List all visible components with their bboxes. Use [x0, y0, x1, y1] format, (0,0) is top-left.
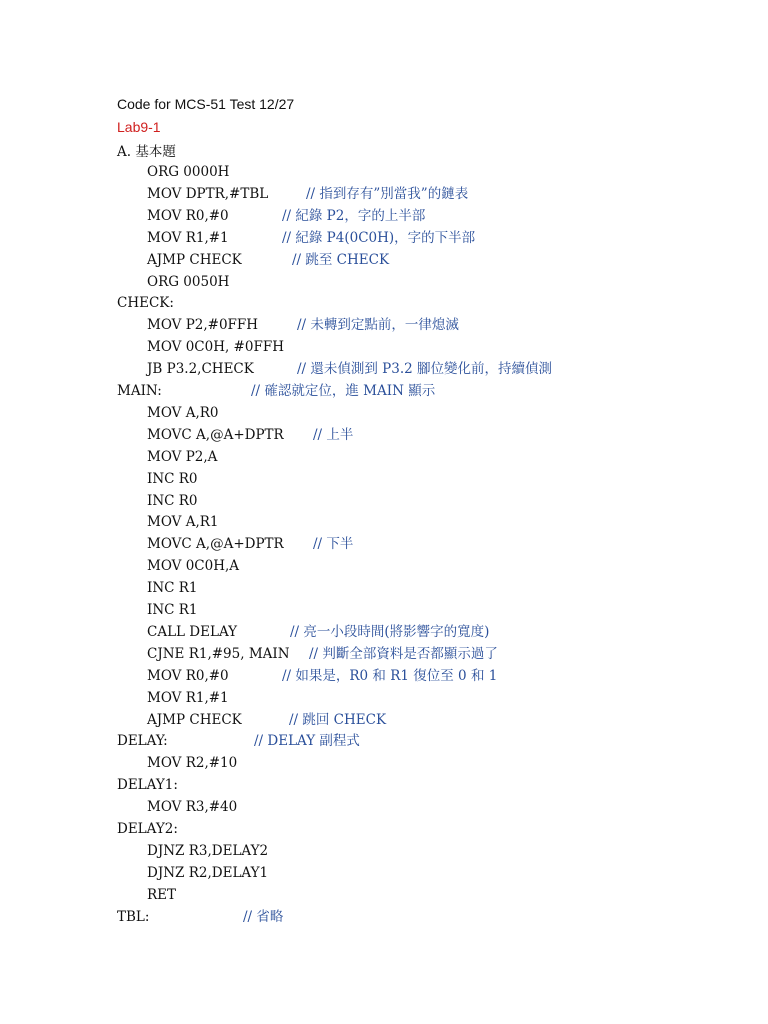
code-line — [0, 709, 768, 731]
code-instruction: DJNZ R2,DELAY1 — [147, 864, 269, 881]
code-line — [0, 490, 768, 512]
code-instruction: ORG 0050H — [147, 273, 230, 290]
code-instruction: INC R1 — [147, 580, 198, 597]
code-line — [0, 271, 768, 293]
code-line — [0, 730, 768, 752]
code-line — [0, 205, 768, 227]
code-instruction: CJNE R1,#95, MAIN — [147, 645, 290, 662]
code-line — [0, 314, 768, 336]
code-instruction: RET — [147, 886, 177, 903]
code-line — [0, 336, 768, 358]
code-line — [0, 862, 768, 884]
code-line — [0, 818, 768, 840]
code-label: DELAY: — [117, 733, 168, 750]
code-line — [0, 402, 768, 424]
code-comment: // 指到存有”別當我”的鏈表 — [306, 185, 469, 202]
code-line — [0, 906, 768, 928]
code-line — [0, 796, 768, 818]
code-line — [0, 249, 768, 271]
code-line — [0, 511, 768, 533]
code-instruction: AJMP CHECK — [147, 251, 242, 268]
code-comment: // 判斷全部資料是否都顯示過了 — [309, 645, 498, 662]
code-line — [0, 424, 768, 446]
code-label: CHECK: — [117, 295, 174, 312]
code-instruction: MOV R2,#10 — [147, 755, 238, 772]
section-heading: A. 基本題 — [117, 144, 176, 160]
code-comment: // 上半 — [313, 426, 354, 443]
code-line — [0, 468, 768, 490]
code-line — [0, 840, 768, 862]
code-instruction: MOV 0C0H, #0FFH — [147, 339, 284, 356]
code-line — [0, 577, 768, 599]
code-line — [0, 533, 768, 555]
code-comment: // 還未偵測到 P3.2 腳位變化前，持續偵測 — [297, 361, 553, 378]
code-instruction: MOV P2,A — [147, 448, 218, 465]
code-instruction: MOV R0,#0 — [147, 667, 229, 684]
code-line — [0, 687, 768, 709]
code-label: MAIN: — [117, 383, 162, 399]
code-line — [0, 446, 768, 468]
code-line — [0, 752, 768, 774]
code-instruction: MOV R0,#0 — [147, 207, 229, 224]
code-line — [0, 555, 768, 577]
code-line — [0, 599, 768, 621]
code-instruction: MOV A,R1 — [147, 514, 219, 531]
code-instruction: ORG 0000H — [147, 164, 230, 180]
code-line — [0, 884, 768, 906]
code-label: DELAY1: — [117, 777, 178, 794]
code-instruction: AJMP CHECK — [147, 711, 242, 728]
code-line — [0, 643, 768, 665]
code-comment: // 如果是，R0 和 R1 復位至 0 和 1 — [282, 667, 498, 684]
code-comment: // 省略 — [243, 908, 284, 925]
code-comment: // DELAY 副程式 — [254, 733, 360, 750]
code-comment: // 亮一小段時間(將影響字的寬度) — [290, 623, 490, 640]
code-instruction: JB P3.2,CHECK — [147, 361, 254, 378]
code-instruction: DJNZ R3,DELAY2 — [147, 842, 269, 859]
code-instruction: INC R0 — [147, 470, 198, 487]
code-comment: // 紀錄 P4(0C0H)，字的下半部 — [282, 229, 476, 246]
code-instruction: MOV R1,#1 — [147, 229, 229, 246]
code-line — [0, 621, 768, 643]
code-label: DELAY2: — [117, 821, 178, 837]
code-line — [0, 183, 768, 205]
code-instruction: MOV DPTR,#TBL — [147, 185, 269, 202]
code-comment: // 未轉到定點前，一律熄滅 — [297, 317, 459, 334]
code-comment: // 下半 — [313, 536, 354, 553]
code-instruction: INC R0 — [147, 492, 198, 509]
code-line — [0, 774, 768, 796]
code-label: TBL: — [117, 908, 150, 925]
code-line — [0, 227, 768, 249]
lab-heading: Lab9-1 — [117, 119, 161, 135]
code-instruction: CALL DELAY — [147, 623, 238, 640]
document-title: Code for MCS-51 Test 12/27 — [117, 96, 295, 112]
code-instruction: MOV R3,#40 — [147, 799, 238, 816]
code-instruction: MOV A,R0 — [147, 404, 219, 421]
code-comment: // 紀錄 P2，字的上半部 — [282, 207, 426, 224]
code-line — [0, 380, 768, 402]
code-instruction: MOVC A,@A+DPTR — [147, 536, 284, 553]
code-instruction: MOVC A,@A+DPTR — [147, 426, 284, 443]
code-line — [0, 665, 768, 687]
code-instruction: MOV 0C0H,A — [147, 558, 240, 575]
code-line — [0, 292, 768, 314]
code-line — [0, 358, 768, 380]
code-comment: // 確認就定位，進 MAIN 顯示 — [251, 383, 436, 399]
code-instruction: MOV R1,#1 — [147, 689, 229, 706]
code-comment: // 跳至 CHECK — [292, 251, 390, 268]
code-instruction: INC R1 — [147, 602, 198, 618]
code-line — [0, 161, 768, 183]
code-instruction: MOV P2,#0FFH — [147, 317, 259, 334]
code-comment: // 跳回 CHECK — [289, 711, 387, 728]
